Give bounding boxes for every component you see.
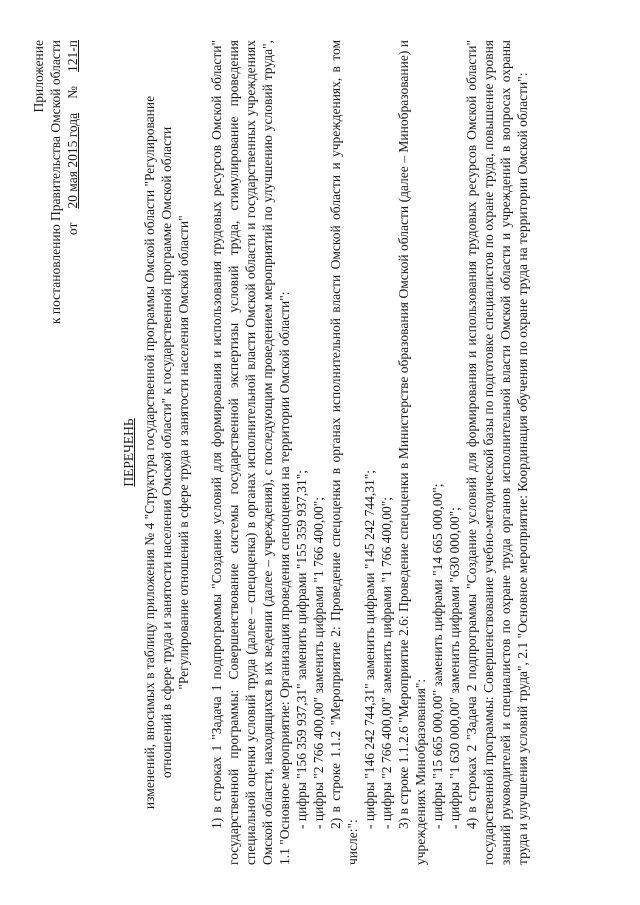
item-2-change-a: - цифры "146 242 744,31" заменить цифрами "145 242 744,31"; [362,469,377,829]
item-2: 2) в строке 1.1.2 "Мероприятие 2: Проведение спецоценки в органах исполнительной власти Омской области и учреждениях, в том числе:": [328,40,360,865]
appendix-label: Приложение [31,40,46,113]
title-line-2: отношений в сфере труда и занятости населения Омской области" к государственной программе Омской области [159,126,174,779]
document-title [120,40,192,865]
title-heading: ПЕРЕЧЕНЬ [121,418,136,487]
item-1-change-b: - цифры "2 766 400,00" заменить цифрами "1 766 400,00"; [311,496,326,829]
appendix-block [30,40,81,324]
resolution-date: 20 мая 2015 года [65,112,80,209]
appendix-date-row [64,40,81,324]
item-4: 4) в строках 2 "Задача 2 подпрограммы "Создание условий для формирования и использования трудовых ресурсов Омской области" государственной программы: Совершенствование учебно-методической базы по подготовке специалистов по охране труда, повышение уровня знаний руководителей и специалистов по охране труда органов исполнительной власти Омской области и учреждений в вопросах охраны труда и улучшения условий труда", 2.1 "Основное мероприятие: Координация обучения по охране труда на территории Омской области": [464,40,530,865]
title-line-1: изменений, вносимых в таблицу приложения № 4 "Структура государственной программы Омской области "Регулирование [142,95,157,810]
title-line-3: "Регулирование отношений в сфере труда и занятости населения Омской области" [176,215,191,690]
date-prefix: от [65,222,80,236]
resolution-number: 121-п [65,40,80,72]
number-prefix: № [65,85,80,99]
appendix-resolution: к постановлению Правительства Омской области [48,40,63,325]
document-body [208,40,531,865]
item-3-change-a: - цифры "15 665 000,00" заменить цифрами "14 665 000,00"; [430,483,445,829]
item-2-change-b: - цифры "2 766 400,00" заменить цифрами "1 766 400,00"; [379,496,394,829]
item-1-change-a: - цифры "156 359 937,31" заменить цифрами "155 359 937,31"; [294,469,309,829]
item-1: 1) в строках 1 "Задача 1 подпрограммы "Создание условий для формирования и использования трудовых ресурсов Омской области" государственной программы: Совершенствование системы государственной экспертизы условий труда, стимулирование проведения специальной оценки условий труда (далее – спецоценка) в органах исполнительной власти Омской области и государственных учреждениях Омской области, находящихся в их ведении (далее – учреждения), с последующим проведением мероприятий по улучшению условий труда", 1.1 "Основное мероприятие: Организация проведения спецоценки на территории Омской области": [209,40,292,865]
item-3: 3) в строке 1.1.2.6 "Мероприятие 2.6: Проведение спецоценки в Министерстве образования Омской области (далее – Минобразование) и учреждениях Минобразования": [396,40,428,865]
item-3-change-b: - цифры "1 630 000,00" заменить цифрами "630 000,00"; [447,507,462,829]
